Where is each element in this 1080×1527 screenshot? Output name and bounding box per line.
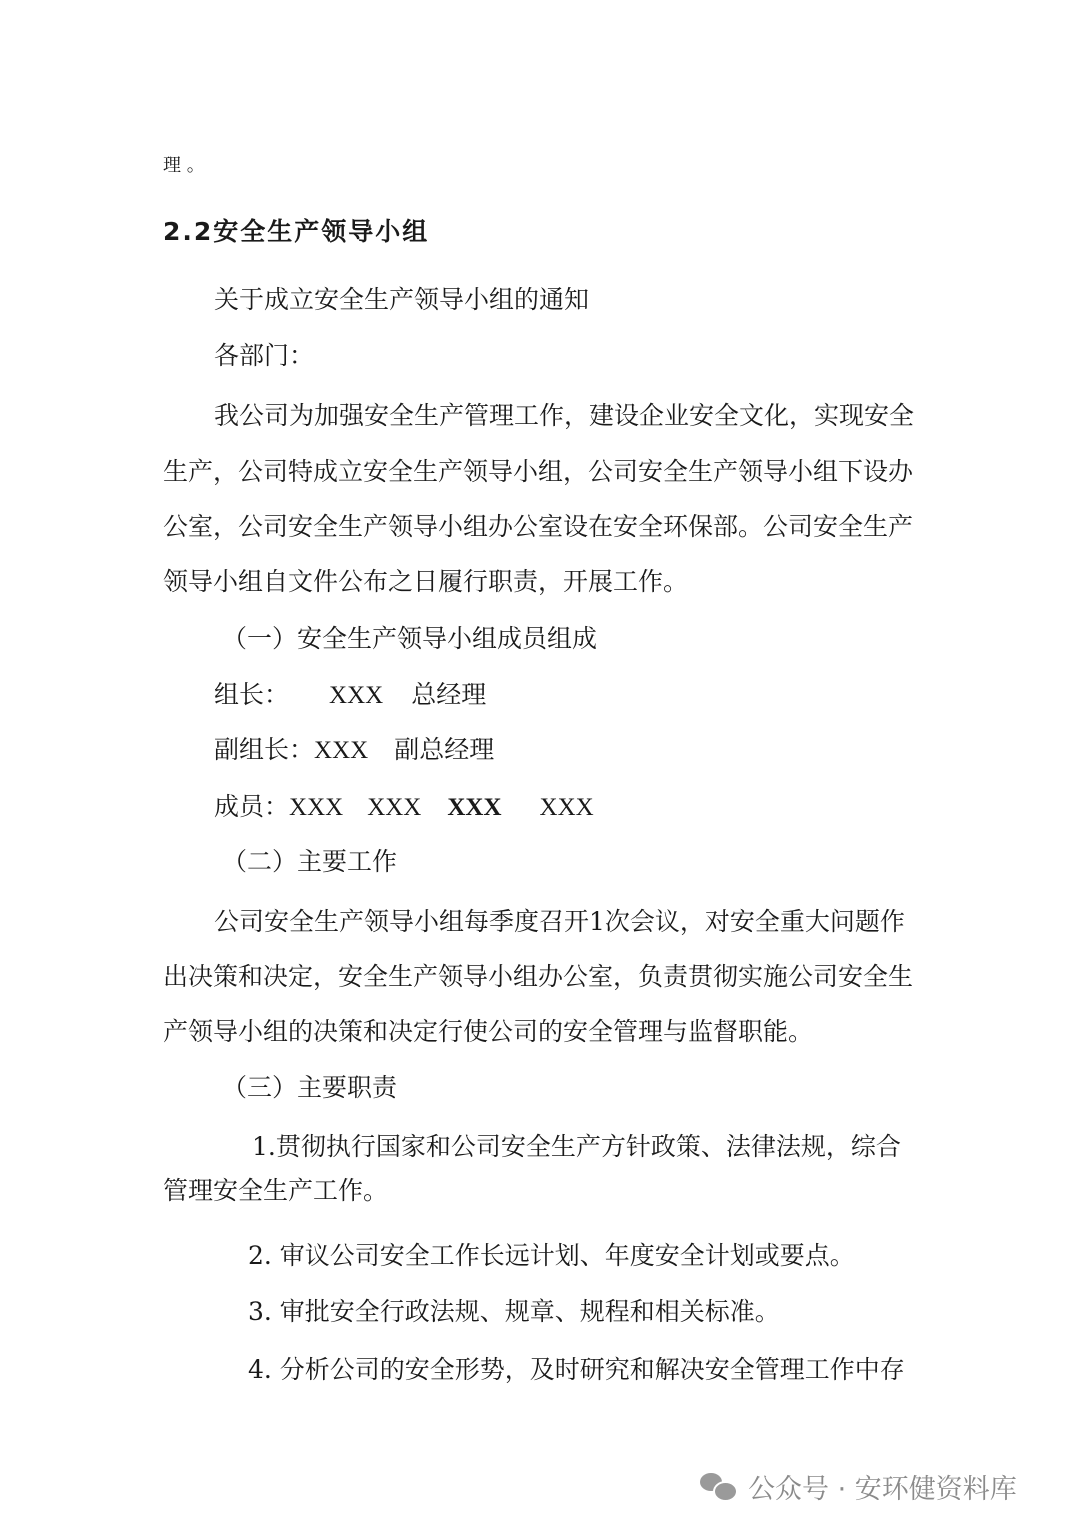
member-name: XXX	[367, 794, 422, 821]
subsection-1: （一）安全生产领导小组成员组成	[222, 624, 598, 653]
deputy-label: 副组长：	[214, 735, 315, 764]
duty-2: 2. 审议公司安全工作长远计划、年度安全计划或要点。	[248, 1241, 855, 1270]
watermark-text: 公众号 · 安环健资料库	[748, 1473, 1017, 1505]
subsection-3: （三）主要职责	[222, 1073, 398, 1102]
work-line-2: 出决策和决定，安全生产领导小组办公室，负责贯彻实施公司安全生	[163, 962, 914, 991]
intro-line-2: 生产，公司特成立安全生产领导小组，公司安全生产领导小组下设办	[163, 457, 914, 486]
member-name: XXX	[539, 794, 594, 821]
member-name: XXX	[289, 794, 344, 821]
notice-title: 关于成立安全生产领导小组的通知	[214, 285, 590, 314]
intro-line-3: 公室，公司安全生产领导小组办公室设在安全环保部。公司安全生产	[163, 512, 914, 541]
leader-title: 总经理	[411, 680, 487, 709]
duty-1-line-2: 管理安全生产工作。	[163, 1176, 389, 1205]
leader-row	[214, 679, 486, 712]
duty-4: 4. 分析公司的安全形势，及时研究和解决安全管理工作中存	[248, 1355, 905, 1384]
duty-3: 3. 审批安全行政法规、规章、规程和相关标准。	[248, 1297, 780, 1326]
duty-1-line-1: 1.贯彻执行国家和公司安全生产方针政策、法律法规，综合	[252, 1132, 901, 1161]
work-line-3: 产领导小组的决策和决定行使公司的安全管理与监督职能。	[163, 1017, 814, 1046]
deputy-title: 副总经理	[394, 735, 495, 764]
member-name: XXX	[447, 794, 502, 821]
leader-label: 组长：	[214, 680, 290, 709]
work-line-1: 公司安全生产领导小组每季度召开1次会议，对安全重大问题作	[214, 907, 905, 936]
intro-line-1: 我公司为加强安全生产管理工作，建设企业安全文化，实现安全	[214, 401, 915, 430]
leader-name: XXX	[329, 682, 384, 709]
members-label: 成员：	[214, 792, 290, 821]
wechat-icon	[700, 1471, 736, 1501]
continued-text: 理 。	[163, 155, 205, 176]
intro-line-4: 领导小组自文件公布之日履行职责，开展工作。	[163, 567, 689, 596]
section-heading: 2.2安全生产领导小组	[163, 217, 430, 246]
salutation: 各部门：	[214, 341, 315, 370]
deputy-row	[214, 734, 494, 767]
subsection-2: （二）主要工作	[222, 847, 398, 876]
watermark	[700, 1466, 1017, 1506]
deputy-name: XXX	[314, 737, 369, 764]
members-row	[214, 791, 594, 824]
